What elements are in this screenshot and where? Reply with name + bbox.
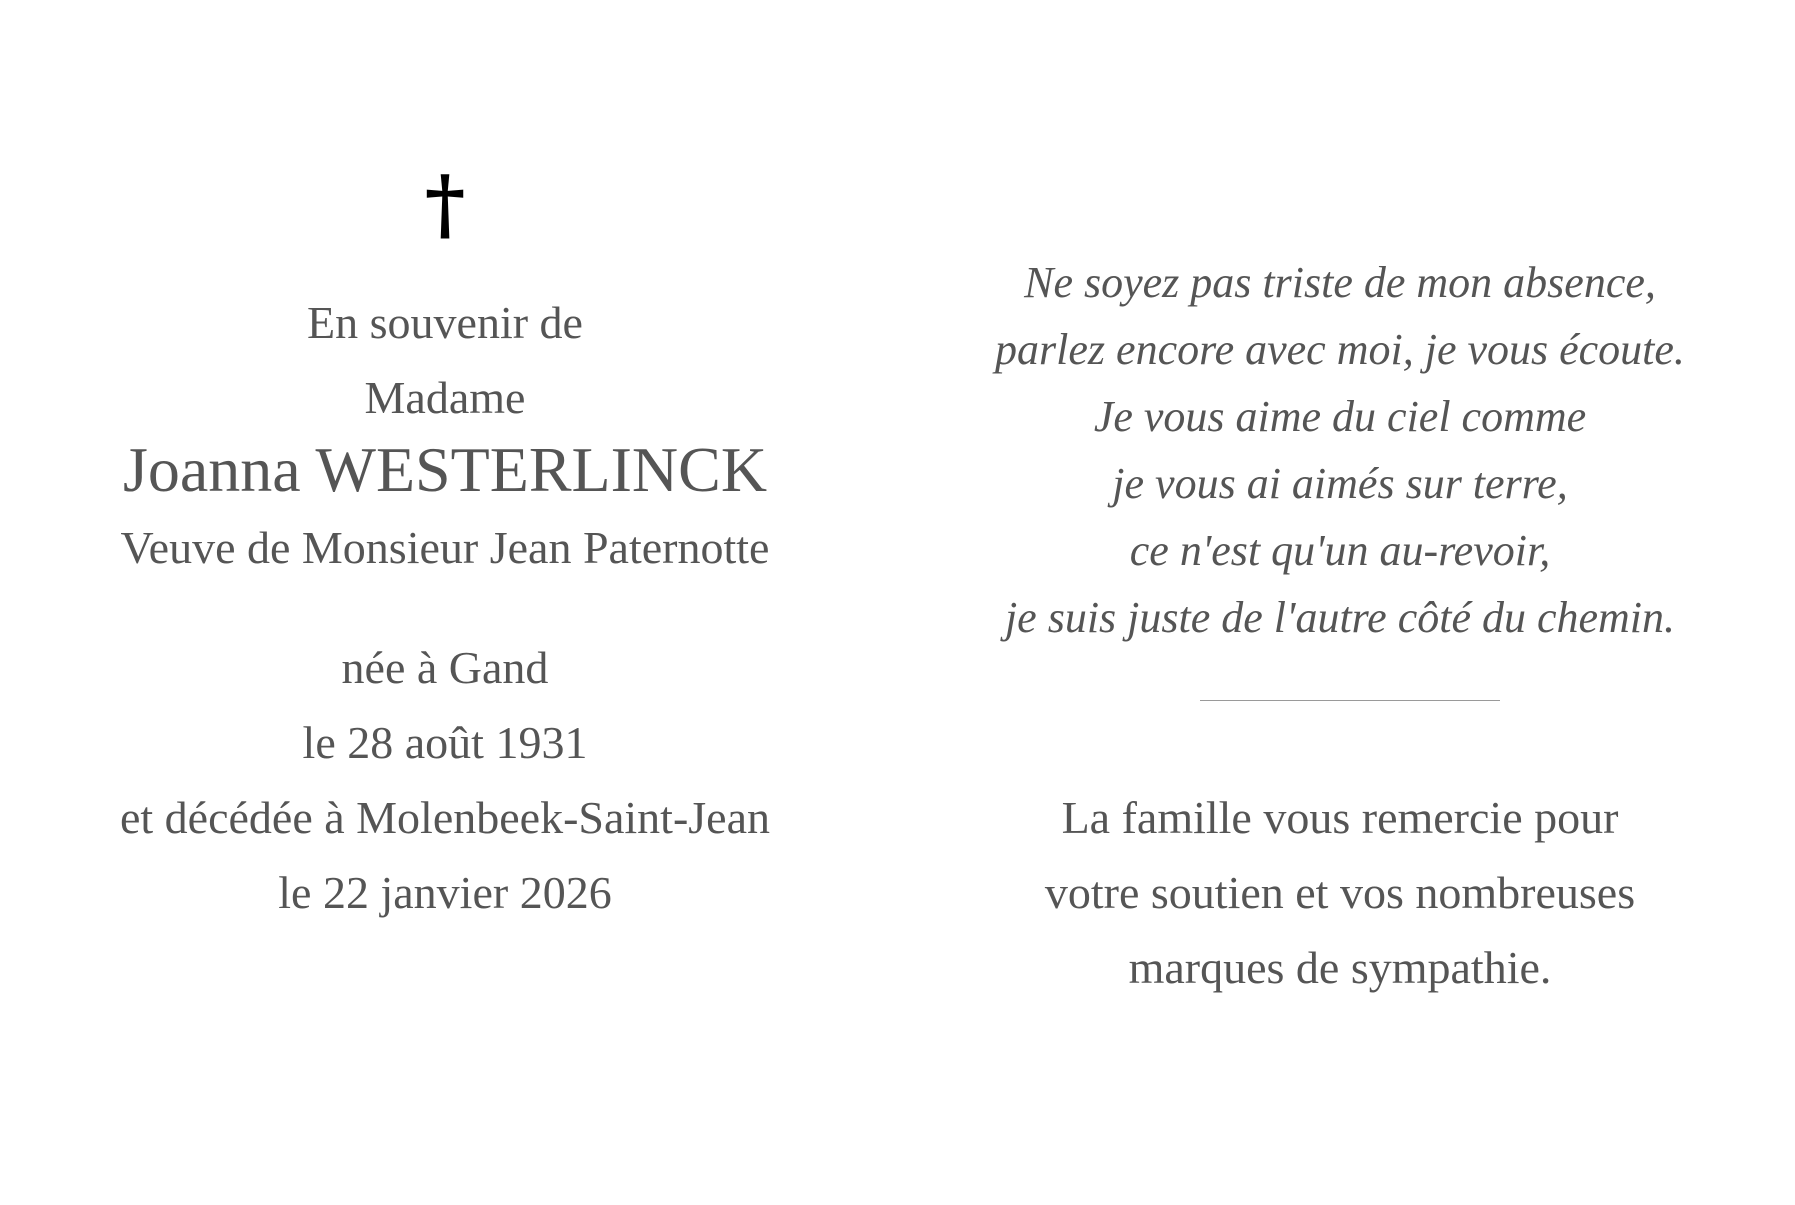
- deceased-name: Joanna WESTERLINCK: [122, 434, 768, 505]
- cross-icon: †: [424, 159, 466, 250]
- death-date: le 22 janvier 2026: [278, 867, 612, 918]
- thanks-line: La famille vous remercie pour: [1061, 792, 1619, 843]
- poem-line: Ne soyez pas triste de mon absence,: [1024, 258, 1656, 307]
- widow-of: Veuve de Monsieur Jean Paternotte: [120, 522, 770, 573]
- birth-place: née à Gand: [341, 642, 549, 693]
- birth-date: le 28 août 1931: [302, 717, 588, 768]
- memorial-right-panel: [930, 0, 1750, 1205]
- poem-line: Je vous aime du ciel comme: [1093, 392, 1587, 441]
- poem-line: parlez encore avec moi, je vous écoute.: [995, 325, 1685, 374]
- death-place: et décédée à Molenbeek-Saint-Jean: [119, 792, 771, 843]
- poem-line: je suis juste de l'autre côté du chemin.: [1004, 593, 1676, 642]
- thanks-line: votre soutien et vos nombreuses: [1044, 867, 1636, 918]
- separator-line: [1200, 700, 1500, 701]
- memorial-intro: En souvenir de: [307, 297, 583, 348]
- poem-line: je vous ai aimés sur terre,: [1112, 459, 1568, 508]
- deceased-title: Madame: [364, 372, 526, 423]
- memorial-left-panel: [0, 0, 890, 1205]
- thanks-line: marques de sympathie.: [1128, 942, 1552, 993]
- poem-line: ce n'est qu'un au-revoir,: [1129, 526, 1551, 575]
